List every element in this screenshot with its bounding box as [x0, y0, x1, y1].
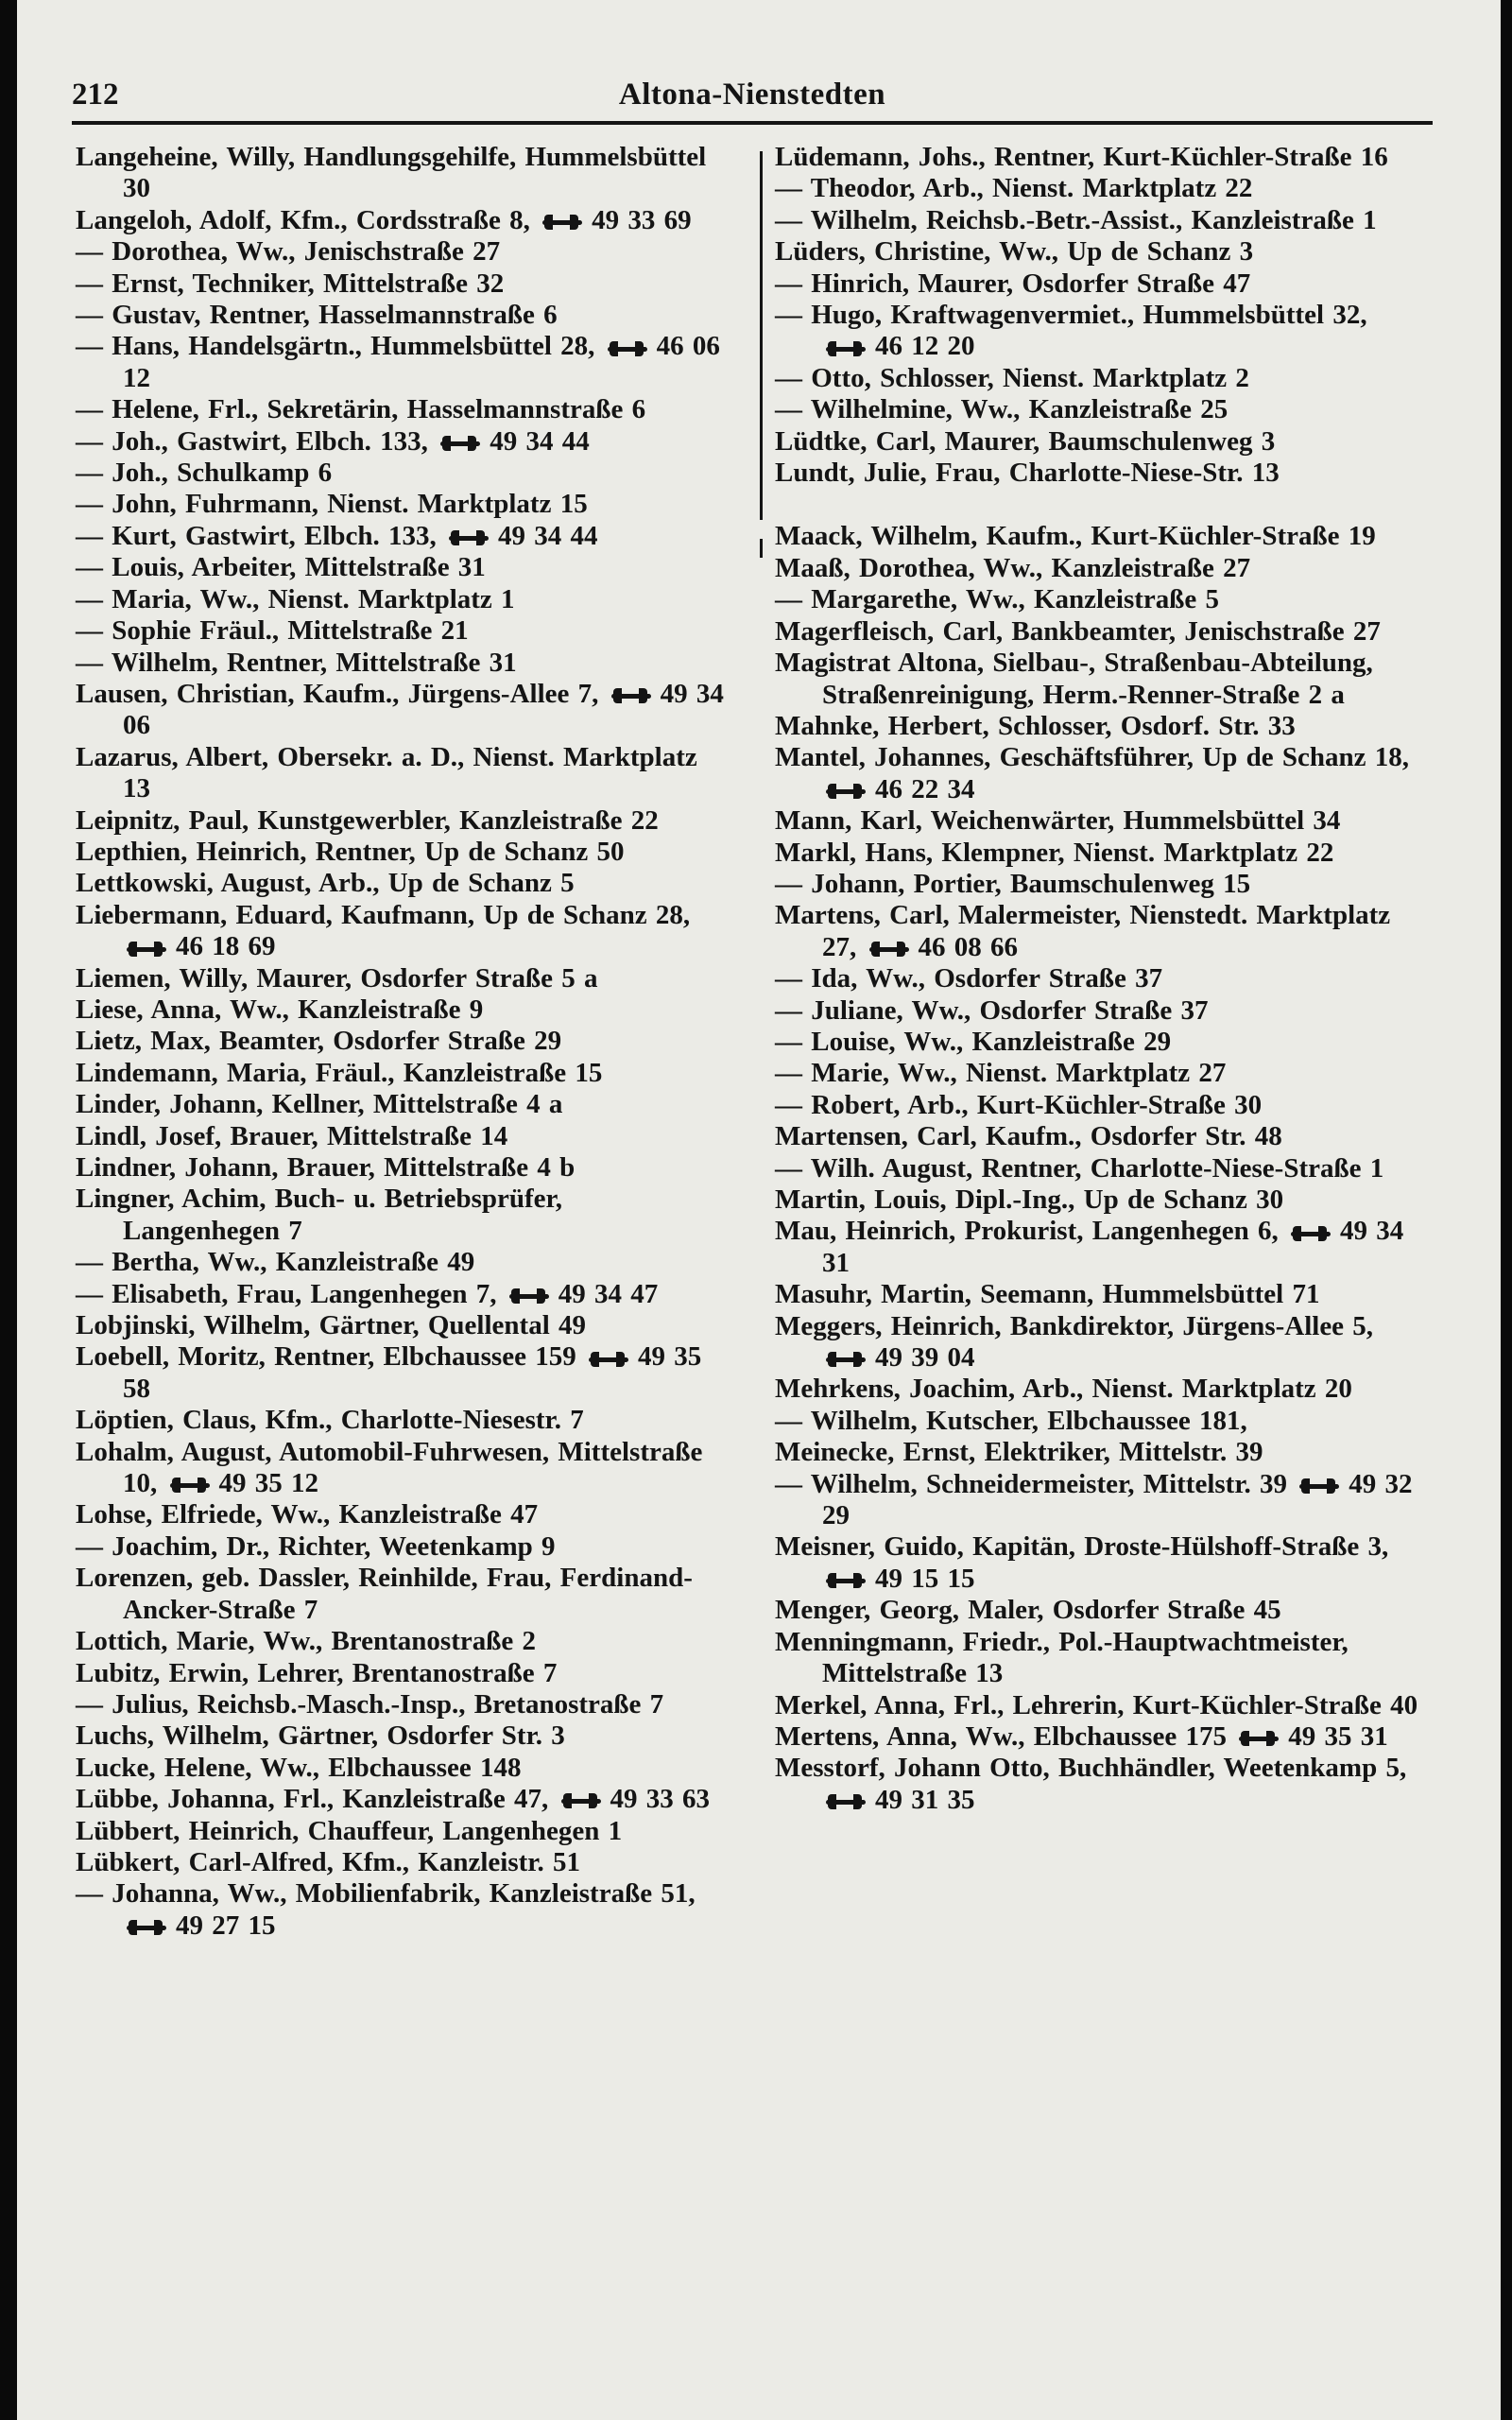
directory-entry	[76, 236, 728, 268]
entry-text: Meggers, Heinrich, Bankdirektor, Jürgens-Allee 5,	[775, 1310, 1374, 1341]
entry-text: — Johann, Portier, Baumschulenweg 15	[775, 868, 1251, 899]
entry-text: Meinecke, Ernst, Elektriker, Mittelstr. 39	[775, 1437, 1263, 1468]
phone-number: 49 39 04	[875, 1342, 975, 1374]
directory-entry	[775, 963, 1427, 994]
directory-entry	[76, 1658, 728, 1689]
telephone-receiver-icon	[611, 688, 651, 703]
phone-number: 49 35 12	[218, 1468, 318, 1499]
directory-entry	[76, 963, 728, 994]
entry-text: — Otto, Schlosser, Nienst. Marktplatz 2	[775, 362, 1249, 393]
directory-entry	[775, 1090, 1427, 1121]
entry-text: Lausen, Christian, Kaufm., Jürgens-Allee 7,	[76, 678, 599, 709]
directory-entry	[76, 1089, 728, 1120]
telephone-receiver-icon	[542, 215, 582, 230]
entry-text: Lettkowski, August, Arb., Up de Schanz 5	[76, 868, 575, 899]
directory-entry	[775, 1216, 1427, 1279]
directory-entry	[775, 1374, 1427, 1405]
phone-number: 49 35 58	[123, 1341, 702, 1404]
directory-entry	[76, 1689, 728, 1720]
entry-text: — Joachim, Dr., Richter, Weetenkamp 9	[76, 1530, 556, 1562]
directory-entry	[76, 742, 728, 805]
entry-text: — Kurt, Gastwirt, Elbch. 133,	[76, 520, 437, 551]
section-gap	[775, 489, 1427, 521]
left-column	[76, 142, 728, 1942]
directory-entry	[76, 268, 728, 300]
telephone-receiver-icon	[589, 1352, 628, 1367]
directory-entry	[775, 995, 1427, 1027]
directory-entry	[775, 1027, 1427, 1058]
entry-text: Lepthien, Heinrich, Rentner, Up de Schanz 50	[76, 836, 625, 867]
directory-entry	[76, 300, 728, 331]
entry-text: — Hans, Handelsgärtn., Hummelsbüttel 28,	[76, 331, 595, 362]
phone-number: 49 33 69	[592, 204, 692, 235]
directory-entry	[775, 1469, 1427, 1532]
directory-entry	[775, 1595, 1427, 1626]
phone-number: 49 34 06	[123, 678, 724, 741]
phone-number: 49 34 44	[498, 520, 598, 551]
entry-text: Masuhr, Martin, Seemann, Hummelsbüttel 71	[775, 1279, 1320, 1310]
entry-text: Lindl, Josef, Brauer, Mittelstraße 14	[76, 1120, 508, 1151]
entry-text: Lüdemann, Johs., Rentner, Kurt-Küchler-Straße 16	[775, 142, 1388, 172]
directory-entry	[775, 236, 1427, 268]
entry-text: Mahnke, Herbert, Schlosser, Osdorf. Str. 33	[775, 710, 1296, 741]
entry-text: Lohalm, August, Automobil-Fuhrwesen, Mittelstraße 10,	[76, 1436, 703, 1499]
phone-number: 49 31 35	[875, 1784, 975, 1815]
directory-entry	[76, 805, 728, 837]
directory-entry	[775, 1627, 1427, 1690]
right-column	[775, 142, 1427, 1816]
directory-entry	[76, 426, 728, 458]
directory-entry	[775, 1058, 1427, 1089]
directory-entry	[76, 1784, 728, 1815]
directory-entry	[775, 1311, 1427, 1374]
entry-text: Meisner, Guido, Kapitän, Droste-Hülshoff-Straße 3,	[775, 1531, 1389, 1563]
telephone-receiver-icon	[826, 1573, 866, 1588]
entry-text: — Marie, Ww., Nienst. Marktplatz 27	[775, 1058, 1227, 1089]
entry-text: — Wilhelm, Schneidermeister, Mittelstr. 39	[775, 1468, 1288, 1499]
entry-text: Merkel, Anna, Frl., Lehrerin, Kurt-Küchler-Straße 40	[775, 1689, 1418, 1720]
entry-text: Luchs, Wilhelm, Gärtner, Osdorfer Str. 3	[76, 1720, 565, 1752]
entry-text: Menger, Georg, Maler, Osdorfer Straße 45	[775, 1595, 1281, 1626]
directory-entry	[76, 1184, 728, 1247]
entry-text: — Theodor, Arb., Nienst. Marktplatz 22	[775, 173, 1253, 204]
entry-text: — Ida, Ww., Osdorfer Straße 37	[775, 963, 1163, 994]
directory-entry	[775, 1406, 1427, 1437]
entry-text: Leipnitz, Paul, Kunstgewerbler, Kanzleistraße 22	[76, 804, 659, 836]
entry-text: Magerfleisch, Carl, Bankbeamter, Jenischstraße 27	[775, 615, 1381, 647]
entry-text: — Wilhelm, Kutscher, Elbchaussee 181,	[775, 1405, 1247, 1436]
entry-text: — Elisabeth, Frau, Langenhegen 7,	[76, 1278, 497, 1309]
directory-entry	[775, 1279, 1427, 1310]
directory-entry	[775, 553, 1427, 584]
directory-entry	[775, 805, 1427, 837]
column-divider	[760, 539, 763, 558]
telephone-receiver-icon	[826, 1794, 866, 1809]
entry-text: Lobjinski, Wilhelm, Gärtner, Quellental 49	[76, 1310, 586, 1341]
directory-entry	[775, 300, 1427, 363]
entry-text: Maack, Wilhelm, Kaufm., Kurt-Küchler-Straße 19	[775, 521, 1376, 552]
entry-text: Maaß, Dorothea, Ww., Kanzleistraße 27	[775, 552, 1251, 583]
directory-entry	[775, 648, 1427, 711]
entry-text: Löptien, Claus, Kfm., Charlotte-Niesestr. 7	[76, 1405, 584, 1436]
phone-number: 46 08 66	[918, 931, 1018, 962]
entry-text: — Margarethe, Ww., Kanzleistraße 5	[775, 584, 1220, 615]
entry-text: — Johanna, Ww., Mobilienfabrik, Kanzleistraße 51,	[76, 1878, 696, 1910]
directory-entry	[76, 1341, 728, 1405]
directory-entry	[775, 900, 1427, 963]
entry-text: — Wilhelmine, Ww., Kanzleistraße 25	[775, 394, 1228, 425]
entry-text: Mehrkens, Joachim, Arb., Nienst. Marktplatz 20	[775, 1374, 1352, 1405]
entry-text: — Joh., Gastwirt, Elbch. 133,	[76, 425, 428, 457]
directory-entry	[76, 837, 728, 868]
directory-entry	[76, 331, 728, 394]
directory-entry	[775, 205, 1427, 236]
entry-text: Markl, Hans, Klempner, Nienst. Marktplatz 22	[775, 837, 1334, 868]
phone-number: 49 34 44	[490, 425, 590, 457]
page-number: 212	[72, 78, 119, 112]
directory-entry	[76, 1816, 728, 1847]
telephone-receiver-icon	[127, 1920, 166, 1935]
directory-entry	[76, 900, 728, 963]
entry-text: Lohse, Elfriede, Ww., Kanzleistraße 47	[76, 1499, 539, 1530]
entry-text: Lübkert, Carl-Alfred, Kfm., Kanzleistr. 51	[76, 1846, 580, 1877]
directory-entry	[76, 1847, 728, 1878]
entry-text: Lazarus, Albert, Obersekr. a. D., Nienst. Marktplatz 13	[76, 741, 697, 804]
entry-text: — Juliane, Ww., Osdorfer Straße 37	[775, 994, 1209, 1026]
directory-entry	[775, 363, 1427, 394]
entry-text: Liebermann, Eduard, Kaufmann, Up de Schanz 28,	[76, 899, 691, 930]
entry-text: — Hugo, Kraftwagenvermiet., Hummelsbüttel 32,	[775, 300, 1367, 331]
entry-text: Martensen, Carl, Kaufm., Osdorfer Str. 48	[775, 1121, 1282, 1152]
directory-entry	[76, 521, 728, 552]
directory-entry	[775, 616, 1427, 648]
directory-entry	[76, 1405, 728, 1436]
directory-entry	[775, 838, 1427, 869]
directory-entry	[775, 521, 1427, 552]
entry-text: — Helene, Frl., Sekretärin, Hasselmannstraße 6	[76, 394, 646, 425]
telephone-receiver-icon	[561, 1793, 601, 1808]
directory-entry	[775, 1753, 1427, 1816]
directory-entry	[76, 1563, 728, 1626]
entry-text: Mantel, Johannes, Geschäftsführer, Up de Schanz 18,	[775, 742, 1409, 773]
entry-text: Lubitz, Erwin, Lehrer, Brentanostraße 7	[76, 1657, 558, 1688]
entry-text: Lübbe, Johanna, Frl., Kanzleistraße 47,	[76, 1784, 549, 1815]
telephone-receiver-icon	[509, 1288, 549, 1304]
phone-number: 49 15 15	[875, 1563, 975, 1594]
entry-text: Lindemann, Maria, Fräul., Kanzleistraße 15	[76, 1057, 603, 1088]
directory-entry	[76, 489, 728, 520]
telephone-receiver-icon	[826, 1352, 866, 1367]
phone-number: 46 18 69	[176, 931, 276, 962]
directory-entry	[76, 394, 728, 425]
directory-entry	[775, 1531, 1427, 1595]
column-divider	[760, 151, 763, 520]
directory-entry	[76, 205, 728, 236]
directory-entry	[775, 268, 1427, 300]
entry-text: Lucke, Helene, Ww., Elbchaussee 148	[76, 1752, 522, 1783]
directory-entry	[775, 1690, 1427, 1721]
phone-number: 46 22 34	[875, 773, 975, 804]
entry-text: Messtorf, Johann Otto, Buchhändler, Weetenkamp 5,	[775, 1753, 1407, 1784]
entry-text: — John, Fuhrmann, Nienst. Marktplatz 15	[76, 489, 588, 520]
phone-number: 49 32 29	[822, 1468, 1413, 1531]
telephone-receiver-icon	[826, 341, 866, 356]
directory-entry	[76, 648, 728, 679]
directory-entry	[76, 1753, 728, 1784]
directory-entry	[76, 1026, 728, 1057]
phone-number: 49 35 31	[1288, 1720, 1388, 1752]
phone-number: 49 34 47	[558, 1278, 659, 1309]
directory-entry	[76, 1720, 728, 1752]
directory-entry	[775, 1184, 1427, 1216]
entry-text: — Hinrich, Maurer, Osdorfer Straße 47	[775, 268, 1251, 299]
telephone-receiver-icon	[1299, 1478, 1339, 1494]
entry-text: Menningmann, Friedr., Pol.-Hauptwachtmeister, Mittelstraße 13	[775, 1626, 1349, 1689]
directory-entry	[76, 679, 728, 742]
directory-entry	[76, 1531, 728, 1563]
entry-text: — Gustav, Rentner, Hasselmannstraße 6	[76, 300, 558, 331]
entry-text: Martin, Louis, Dipl.-Ing., Up de Schanz 30	[775, 1184, 1284, 1215]
directory-entry	[775, 1121, 1427, 1152]
directory-entry	[775, 173, 1427, 204]
telephone-receiver-icon	[608, 341, 647, 356]
directory-entry	[775, 1721, 1427, 1753]
entry-text: Lübbert, Heinrich, Chauffeur, Langenhegen 1	[76, 1815, 623, 1846]
telephone-receiver-icon	[127, 942, 166, 957]
entry-text: Loebell, Moritz, Rentner, Elbchaussee 159	[76, 1341, 576, 1373]
phone-number: 49 33 63	[610, 1784, 710, 1815]
entry-text: Lingner, Achim, Buch- u. Betriebsprüfer, Langenhegen 7	[76, 1184, 563, 1246]
entry-text: — Louise, Ww., Kanzleistraße 29	[775, 1026, 1172, 1057]
entry-text: Lüdtke, Carl, Maurer, Baumschulenweg 3	[775, 425, 1276, 457]
telephone-receiver-icon	[170, 1478, 210, 1493]
directory-entry	[76, 615, 728, 647]
entry-text: Langeloh, Adolf, Kfm., Cordsstraße 8,	[76, 204, 530, 235]
directory-entry	[775, 869, 1427, 900]
directory-entry	[775, 426, 1427, 458]
directory-entry	[76, 1499, 728, 1530]
directory-entry	[76, 1121, 728, 1152]
entry-text: — Bertha, Ww., Kanzleistraße 49	[76, 1247, 475, 1278]
directory-entry	[76, 142, 728, 205]
telephone-receiver-icon	[1239, 1731, 1279, 1746]
directory-entry	[76, 1279, 728, 1310]
entry-text: — Maria, Ww., Nienst. Marktplatz 1	[76, 583, 515, 614]
telephone-receiver-icon	[1291, 1226, 1331, 1241]
directory-entry	[76, 994, 728, 1026]
entry-text: Mann, Karl, Weichenwärter, Hummelsbüttel 34	[775, 805, 1341, 837]
directory-entry	[775, 1153, 1427, 1184]
directory-entry	[76, 1152, 728, 1184]
entry-text: Magistrat Altona, Sielbau-, Straßenbau-Abteilung, Straßenreinigung, Herm.-Renner-Straße 2 a	[775, 648, 1373, 710]
telephone-receiver-icon	[869, 942, 909, 957]
entry-text: Lietz, Max, Beamter, Osdorfer Straße 29	[76, 1026, 562, 1057]
directory-entry	[76, 1626, 728, 1657]
entry-text: Lorenzen, geb. Dassler, Reinhilde, Frau, Ferdinand-Ancker-Straße 7	[76, 1563, 693, 1625]
directory-entry	[76, 584, 728, 615]
directory-entry	[775, 742, 1427, 805]
directory-entry	[76, 552, 728, 583]
entry-text: Langeheine, Willy, Handlungsgehilfe, Hummelsbüttel 30	[76, 142, 707, 204]
entry-text: — Robert, Arb., Kurt-Küchler-Straße 30	[775, 1089, 1263, 1120]
entry-text: — Julius, Reichsb.-Masch.-Insp., Bretanostraße 7	[76, 1688, 664, 1720]
entry-text: — Wilh. August, Rentner, Charlotte-Niese-Straße 1	[775, 1152, 1384, 1184]
entry-text: — Ernst, Techniker, Mittelstraße 32	[76, 268, 505, 299]
entry-text: Mau, Heinrich, Prokurist, Langenhegen 6,	[775, 1216, 1279, 1247]
entry-text: — Joh., Schulkamp 6	[76, 458, 333, 489]
entry-text: — Sophie Fräul., Mittelstraße 21	[76, 615, 469, 647]
phone-number: 49 27 15	[176, 1910, 276, 1941]
telephone-receiver-icon	[826, 784, 866, 799]
directory-entry	[76, 1437, 728, 1500]
directory-entry	[775, 711, 1427, 742]
directory-entry	[76, 1058, 728, 1089]
directory-entry	[76, 868, 728, 899]
entry-text: Mertens, Anna, Ww., Elbchaussee 175	[775, 1720, 1227, 1752]
directory-entry	[76, 1310, 728, 1341]
entry-text: Lindner, Johann, Brauer, Mittelstraße 4 b	[76, 1152, 576, 1183]
entry-text: Lüders, Christine, Ww., Up de Schanz 3	[775, 236, 1254, 268]
entry-text: Martens, Carl, Malermeister, Nienstedt. Marktplatz 27,	[775, 900, 1391, 962]
entry-text: Linder, Johann, Kellner, Mittelstraße 4 a	[76, 1089, 563, 1120]
directory-entry	[76, 458, 728, 489]
phone-number: 46 06 12	[123, 331, 720, 393]
telephone-receiver-icon	[449, 530, 489, 545]
phone-number: 46 12 20	[875, 331, 975, 362]
directory-entry	[775, 394, 1427, 425]
entry-text: — Wilhelm, Reichsb.-Betr.-Assist., Kanzleistraße 1	[775, 204, 1377, 235]
telephone-receiver-icon	[440, 436, 480, 451]
entry-text: Lottich, Marie, Ww., Brentanostraße 2	[76, 1626, 536, 1657]
directory-entry	[775, 584, 1427, 615]
directory-entry	[76, 1247, 728, 1278]
directory-entry	[775, 1437, 1427, 1468]
running-head: Altona-Nienstedten	[618, 78, 886, 112]
entry-text: — Wilhelm, Rentner, Mittelstraße 31	[76, 647, 517, 678]
entry-text: — Dorothea, Ww., Jenischstraße 27	[76, 236, 501, 268]
phone-number: 49 34 31	[822, 1216, 1404, 1278]
entry-text: — Louis, Arbeiter, Mittelstraße 31	[76, 552, 486, 583]
directory-entry	[775, 142, 1427, 173]
entry-text: Liemen, Willy, Maurer, Osdorfer Straße 5 a	[76, 962, 598, 994]
header-rule	[72, 121, 1433, 125]
directory-page	[17, 0, 1501, 2420]
entry-text: Liese, Anna, Ww., Kanzleistraße 9	[76, 994, 484, 1025]
directory-entry	[775, 458, 1427, 489]
directory-entry	[76, 1878, 728, 1942]
entry-text: Lundt, Julie, Frau, Charlotte-Niese-Str. 13	[775, 458, 1280, 489]
